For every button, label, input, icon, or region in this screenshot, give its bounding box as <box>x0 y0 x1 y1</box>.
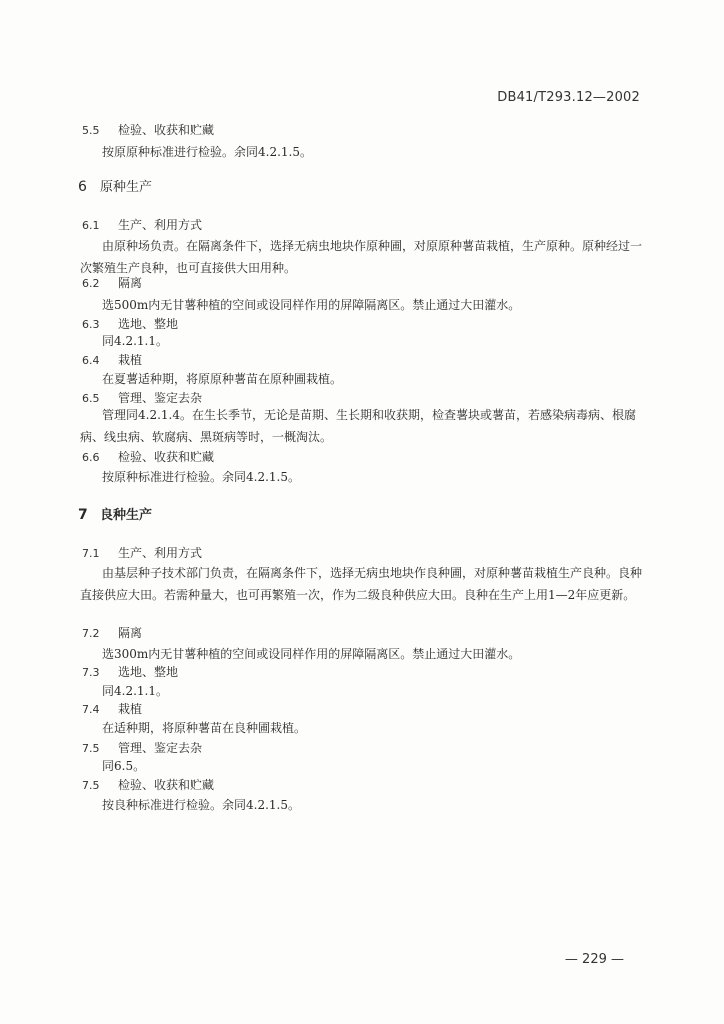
section-number: 6.3 <box>82 318 100 331</box>
section-7-3-heading <box>82 664 178 681</box>
chapter-7-heading <box>78 507 152 524</box>
section-6-6-heading <box>82 449 214 466</box>
section-7-1-body: 由基层种子技术部门负责，在隔离条件下，选择无病虫地块作良种圃，对原种薯苗栽植生产良种。良种直接供应大田。若需种量大，也可再繁殖一次，作为二级良种供应大田。良种在生产上用1—2年应更新。 <box>80 566 643 602</box>
section-7-5-management-body: 同6.5。 <box>102 759 146 773</box>
section-title: 检验、收获和贮藏 <box>118 778 215 792</box>
section-7-4-heading <box>82 701 142 718</box>
section-title: 栽植 <box>118 702 143 716</box>
section-6-1-heading <box>82 217 202 234</box>
section-title: 生产、利用方式 <box>118 218 203 232</box>
section-title: 选地、整地 <box>118 665 179 679</box>
section-title: 检验、收获和贮藏 <box>118 450 215 464</box>
chapter-number: 6 <box>78 179 87 195</box>
section-7-2-body: 选300m内无甘薯种植的空间或设同样作用的屏障隔离区。禁止通过大田灌水。 <box>102 647 521 661</box>
section-title: 栽植 <box>118 353 143 367</box>
section-number: 6.4 <box>82 354 100 367</box>
section-7-1-heading <box>82 545 202 562</box>
section-7-2-heading <box>82 625 142 642</box>
section-title: 管理、鉴定去杂 <box>118 741 203 755</box>
section-7-3-body: 同4.2.1.1。 <box>102 684 168 698</box>
section-5-5-heading <box>82 122 214 139</box>
section-number: 6.5 <box>82 392 100 405</box>
section-6-2-heading <box>82 275 142 292</box>
section-title: 检验、收获和贮藏 <box>118 123 215 137</box>
section-6-3-body: 同4.2.1.1。 <box>102 334 168 348</box>
section-title: 隔离 <box>118 626 143 640</box>
section-6-4-body: 在夏薯适种期，将原原种薯苗在原种圃栽植。 <box>102 372 343 386</box>
section-6-5-body: 管理同4.2.1.4。在生长季节，无论是苗期、生长期和收获期，检查薯块或薯苗，若感染病毒病、根腐病、线虫病、软腐病、黑斑病等时，一概淘汰。 <box>80 408 636 444</box>
section-number: 7.5 <box>82 742 100 755</box>
section-number: 7.2 <box>82 627 100 640</box>
section-7-5-inspection-heading <box>82 777 214 794</box>
chapter-title: 良种生产 <box>100 508 153 523</box>
section-6-3-heading <box>82 316 178 333</box>
section-6-2-body: 选500m内无甘薯种植的空间或设同样作用的屏障隔离区。禁止通过大田灌水。 <box>102 298 521 312</box>
section-number: 7.3 <box>82 666 100 679</box>
chapter-title: 原种生产 <box>100 180 153 195</box>
section-number: 7.4 <box>82 703 100 716</box>
section-number: 7.1 <box>82 547 100 560</box>
section-7-4-body: 在适种期，将原种薯苗在良种圃栽植。 <box>102 721 307 735</box>
section-number: 5.5 <box>82 124 100 137</box>
page-number: — 229 — <box>564 952 624 967</box>
section-7-5-inspection-body: 按良种标准进行检验。余同4.2.1.5。 <box>102 798 300 812</box>
section-number: 6.2 <box>82 277 100 290</box>
document-code: DB41/T293.12—2002 <box>497 90 640 105</box>
section-number: 7.5 <box>82 779 100 792</box>
section-number: 6.6 <box>82 451 100 464</box>
section-number: 6.1 <box>82 219 100 232</box>
chapter-number: 7 <box>78 507 88 523</box>
chapter-6-heading <box>78 179 152 196</box>
section-5-5-body: 按原原种标准进行检验。余同4.2.1.5。 <box>102 145 312 159</box>
section-title: 管理、鉴定去杂 <box>118 391 203 405</box>
section-title: 生产、利用方式 <box>118 546 203 560</box>
section-title: 隔离 <box>118 276 143 290</box>
section-7-5-management-heading <box>82 740 202 757</box>
section-6-1-body: 由原种场负责。在隔离条件下，选择无病虫地块作原种圃，对原原种薯苗栽植，生产原种。原种经过一次繁殖生产良种，也可直接供大田用种。 <box>80 239 643 275</box>
section-6-6-body: 按原种标准进行检验。余同4.2.1.5。 <box>102 470 300 484</box>
section-6-4-heading <box>82 352 142 369</box>
section-title: 选地、整地 <box>118 317 179 331</box>
